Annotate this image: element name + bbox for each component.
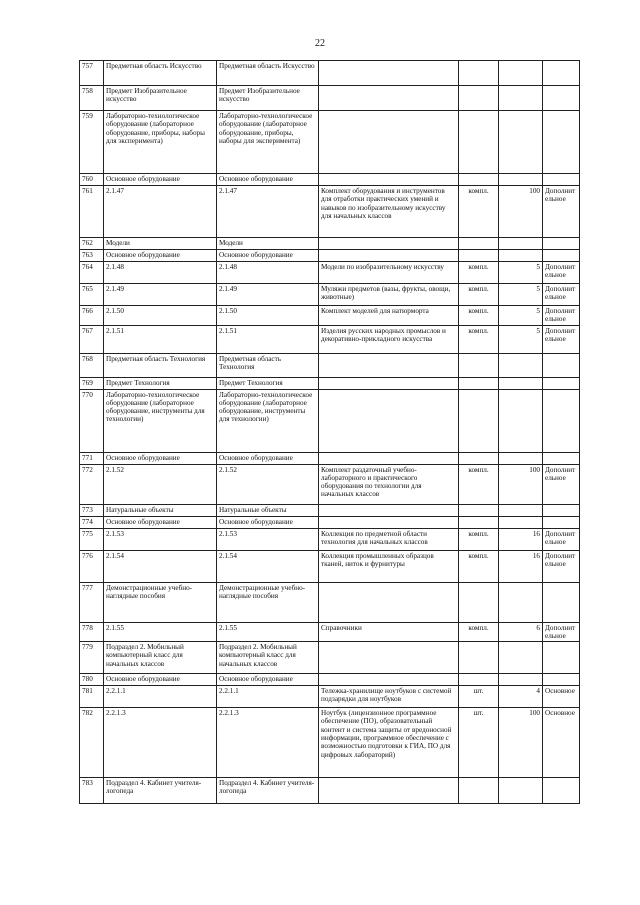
description-cell: Ноутбук (лицензионное программное обеспечение (ПО), образовательный контент и система защиты от вредоносной информации, программное обеспечение с возможностью подготовки к ГИА, ПО для цифровых лабораторий) xyxy=(319,708,459,778)
unit-cell: компл. xyxy=(459,262,499,284)
quantity-cell xyxy=(499,674,543,686)
section-code-cell: Основное оборудование xyxy=(104,516,217,528)
section-code-cell: Предметная область Искусство xyxy=(104,61,217,86)
quantity-cell xyxy=(499,642,543,674)
unit-cell xyxy=(459,111,499,174)
unit-cell xyxy=(459,61,499,86)
equipment-type-cell: Дополнительное xyxy=(543,306,580,326)
description-cell: Модели по изобразительному искусству xyxy=(319,262,459,284)
table-row xyxy=(80,250,580,262)
row-number-cell: 768 xyxy=(80,353,104,377)
unit-cell: компл. xyxy=(459,528,499,550)
section-code-cell: 2.2.1.1 xyxy=(104,686,217,708)
section-code-cell-2: Лабораторно-технологическое оборудование (лабораторное оборудование, инструменты для технологии) xyxy=(217,389,319,452)
section-code-cell-2: 2.1.50 xyxy=(217,306,319,326)
section-code-cell-2: 2.1.47 xyxy=(217,186,319,238)
section-code-cell-2: Демонстрационные учебно-наглядные пособия xyxy=(217,582,319,622)
section-code-cell: Основное оборудование xyxy=(104,174,217,186)
description-cell xyxy=(319,674,459,686)
section-code-cell-2: Предметная область Искусство xyxy=(217,61,319,86)
quantity-cell xyxy=(499,504,543,516)
description-cell: Изделия русских народных промыслов и декоративно-прикладного искусства xyxy=(319,325,459,353)
quantity-cell xyxy=(499,174,543,186)
table-row xyxy=(80,686,580,708)
quantity-cell xyxy=(499,111,543,174)
unit-cell: компл. xyxy=(459,186,499,238)
row-number-cell: 761 xyxy=(80,186,104,238)
table-row xyxy=(80,377,580,389)
table-row xyxy=(80,284,580,306)
quantity-cell: 4 xyxy=(499,686,543,708)
section-code-cell: Лабораторно-технологическое оборудование (лабораторное оборудование, приборы, наборы для эксперимента) xyxy=(104,111,217,174)
quantity-cell xyxy=(499,389,543,452)
section-code-cell-2: Натуральные объекты xyxy=(217,504,319,516)
section-code-cell-2: 2.1.53 xyxy=(217,528,319,550)
table-row xyxy=(80,306,580,326)
row-number-cell: 772 xyxy=(80,464,104,504)
section-code-cell: 2.1.55 xyxy=(104,622,217,642)
section-code-cell: Предметная область Технология xyxy=(104,353,217,377)
unit-cell xyxy=(459,353,499,377)
table-row xyxy=(80,262,580,284)
row-number-cell: 773 xyxy=(80,504,104,516)
unit-cell: компл. xyxy=(459,284,499,306)
row-number-cell: 765 xyxy=(80,284,104,306)
equipment-type-cell: Основное xyxy=(543,686,580,708)
equipment-type-cell: Дополнительное xyxy=(543,262,580,284)
quantity-cell: 5 xyxy=(499,262,543,284)
table-row xyxy=(80,778,580,804)
equipment-type-cell: Дополнительное xyxy=(543,622,580,642)
section-code-cell: Основное оборудование xyxy=(104,674,217,686)
section-code-cell: 2.1.48 xyxy=(104,262,217,284)
equipment-type-cell xyxy=(543,504,580,516)
quantity-cell: 16 xyxy=(499,528,543,550)
page-number: 22 xyxy=(315,38,325,49)
section-code-cell-2: 2.1.49 xyxy=(217,284,319,306)
unit-cell xyxy=(459,778,499,804)
description-cell xyxy=(319,642,459,674)
section-code-cell: 2.2.1.3 xyxy=(104,708,217,778)
description-cell xyxy=(319,377,459,389)
equipment-type-cell xyxy=(543,377,580,389)
description-cell: Комплект оборудования и инструментов для отработки практических умений и навыков по изобразительному искусству для начальных классов xyxy=(319,186,459,238)
unit-cell xyxy=(459,389,499,452)
unit-cell xyxy=(459,582,499,622)
equipment-type-cell xyxy=(543,642,580,674)
unit-cell xyxy=(459,516,499,528)
equipment-type-cell xyxy=(543,582,580,622)
description-cell xyxy=(319,504,459,516)
section-code-cell: Модели xyxy=(104,238,217,250)
table-row xyxy=(80,353,580,377)
section-code-cell-2: 2.1.51 xyxy=(217,325,319,353)
unit-cell: шт. xyxy=(459,686,499,708)
row-number-cell: 762 xyxy=(80,238,104,250)
section-code-cell: Основное оборудование xyxy=(104,250,217,262)
equipment-type-cell xyxy=(543,516,580,528)
quantity-cell xyxy=(499,250,543,262)
row-number-cell: 763 xyxy=(80,250,104,262)
table-row xyxy=(80,708,580,778)
section-code-cell-2: Предметная область Технология xyxy=(217,353,319,377)
quantity-cell: 16 xyxy=(499,550,543,582)
quantity-cell xyxy=(499,582,543,622)
equipment-type-cell xyxy=(543,452,580,464)
table-row xyxy=(80,504,580,516)
row-number-cell: 783 xyxy=(80,778,104,804)
row-number-cell: 764 xyxy=(80,262,104,284)
section-code-cell: Подраздел 4. Кабинет учителя-логопеда xyxy=(104,778,217,804)
section-code-cell-2: Основное оборудование xyxy=(217,250,319,262)
quantity-cell xyxy=(499,353,543,377)
description-cell xyxy=(319,452,459,464)
row-number-cell: 766 xyxy=(80,306,104,326)
row-number-cell: 778 xyxy=(80,622,104,642)
section-code-cell: Натуральные объекты xyxy=(104,504,217,516)
section-code-cell-2: Подраздел 4. Кабинет учителя-логопеда xyxy=(217,778,319,804)
unit-cell: компл. xyxy=(459,622,499,642)
section-code-cell: Демонстрационные учебно-наглядные пособия xyxy=(104,582,217,622)
table-row xyxy=(80,174,580,186)
quantity-cell: 6 xyxy=(499,622,543,642)
section-code-cell-2: Предмет Изобразительное искусство xyxy=(217,86,319,111)
equipment-type-cell xyxy=(543,86,580,111)
quantity-cell xyxy=(499,86,543,111)
row-number-cell: 779 xyxy=(80,642,104,674)
row-number-cell: 777 xyxy=(80,582,104,622)
table-row xyxy=(80,622,580,642)
description-cell xyxy=(319,174,459,186)
equipment-type-cell: Дополнительное xyxy=(543,325,580,353)
table-row xyxy=(80,582,580,622)
description-cell: Коллекция промышленных образцов тканей, ниток и фурнитуры xyxy=(319,550,459,582)
row-number-cell: 782 xyxy=(80,708,104,778)
quantity-cell: 100 xyxy=(499,708,543,778)
quantity-cell xyxy=(499,778,543,804)
equipment-type-cell: Дополнительное xyxy=(543,550,580,582)
description-cell xyxy=(319,238,459,250)
section-code-cell-2: Основное оборудование xyxy=(217,452,319,464)
table-row xyxy=(80,238,580,250)
unit-cell xyxy=(459,504,499,516)
description-cell xyxy=(319,353,459,377)
description-cell: Тележка-хранилище ноутбуков с системой подзарядки для ноутбуков xyxy=(319,686,459,708)
equipment-type-cell xyxy=(543,674,580,686)
equipment-type-cell xyxy=(543,778,580,804)
description-cell: Справочники xyxy=(319,622,459,642)
row-number-cell: 775 xyxy=(80,528,104,550)
description-cell xyxy=(319,250,459,262)
row-number-cell: 780 xyxy=(80,674,104,686)
section-code-cell-2: 2.2.1.1 xyxy=(217,686,319,708)
section-code-cell: 2.1.51 xyxy=(104,325,217,353)
section-code-cell-2: Лабораторно-технологическое оборудование (лабораторное оборудование, приборы, наборы для эксперимента) xyxy=(217,111,319,174)
description-cell xyxy=(319,778,459,804)
table-row xyxy=(80,111,580,174)
description-cell xyxy=(319,86,459,111)
row-number-cell: 759 xyxy=(80,111,104,174)
section-code-cell-2: Предмет Технология xyxy=(217,377,319,389)
quantity-cell xyxy=(499,238,543,250)
description-cell: Комплект раздаточный учебно-лабораторного и практического оборудования по технологии для начальных классов xyxy=(319,464,459,504)
section-code-cell: 2.1.52 xyxy=(104,464,217,504)
unit-cell: компл. xyxy=(459,325,499,353)
table-row xyxy=(80,325,580,353)
description-cell xyxy=(319,389,459,452)
section-code-cell: Основное оборудование xyxy=(104,452,217,464)
unit-cell xyxy=(459,250,499,262)
description-cell: Комплект моделей для натюрморта xyxy=(319,306,459,326)
section-code-cell-2: 2.1.48 xyxy=(217,262,319,284)
row-number-cell: 769 xyxy=(80,377,104,389)
row-number-cell: 774 xyxy=(80,516,104,528)
unit-cell: компл. xyxy=(459,464,499,504)
unit-cell xyxy=(459,86,499,111)
table-row xyxy=(80,550,580,582)
description-cell xyxy=(319,111,459,174)
section-code-cell: 2.1.47 xyxy=(104,186,217,238)
table-row xyxy=(80,642,580,674)
description-cell xyxy=(319,516,459,528)
equipment-type-cell xyxy=(543,238,580,250)
section-code-cell-2: Основное оборудование xyxy=(217,516,319,528)
section-code-cell-2: Модели xyxy=(217,238,319,250)
unit-cell: компл. xyxy=(459,550,499,582)
row-number-cell: 771 xyxy=(80,452,104,464)
description-cell: Муляжи предметов (вазы, фрукты, овощи, животные) xyxy=(319,284,459,306)
section-code-cell-2: 2.1.52 xyxy=(217,464,319,504)
equipment-type-cell xyxy=(543,111,580,174)
unit-cell xyxy=(459,377,499,389)
description-cell xyxy=(319,61,459,86)
quantity-cell xyxy=(499,452,543,464)
quantity-cell xyxy=(499,377,543,389)
equipment-type-cell: Дополнительное xyxy=(543,528,580,550)
table-row xyxy=(80,528,580,550)
quantity-cell xyxy=(499,516,543,528)
table-row xyxy=(80,464,580,504)
section-code-cell-2: 2.1.55 xyxy=(217,622,319,642)
row-number-cell: 757 xyxy=(80,61,104,86)
quantity-cell: 5 xyxy=(499,325,543,353)
unit-cell xyxy=(459,174,499,186)
row-number-cell: 770 xyxy=(80,389,104,452)
section-code-cell: 2.1.53 xyxy=(104,528,217,550)
equipment-type-cell xyxy=(543,250,580,262)
section-code-cell: Предмет Технология xyxy=(104,377,217,389)
row-number-cell: 776 xyxy=(80,550,104,582)
equipment-type-cell xyxy=(543,174,580,186)
section-code-cell: 2.1.50 xyxy=(104,306,217,326)
unit-cell xyxy=(459,642,499,674)
section-code-cell: 2.1.54 xyxy=(104,550,217,582)
section-code-cell-2: 2.1.54 xyxy=(217,550,319,582)
equipment-table xyxy=(79,60,580,804)
description-cell: Коллекция по предметной области технология для начальных классов xyxy=(319,528,459,550)
table-row xyxy=(80,186,580,238)
row-number-cell: 767 xyxy=(80,325,104,353)
quantity-cell: 5 xyxy=(499,284,543,306)
unit-cell xyxy=(459,674,499,686)
table-row xyxy=(80,389,580,452)
unit-cell: компл. xyxy=(459,306,499,326)
unit-cell: шт. xyxy=(459,708,499,778)
section-code-cell-2: Основное оборудование xyxy=(217,174,319,186)
section-code-cell: Предмет Изобразительное искусство xyxy=(104,86,217,111)
table-row xyxy=(80,674,580,686)
equipment-type-cell xyxy=(543,353,580,377)
section-code-cell-2: 2.2.1.3 xyxy=(217,708,319,778)
unit-cell xyxy=(459,452,499,464)
row-number-cell: 760 xyxy=(80,174,104,186)
section-code-cell: Лабораторно-технологическое оборудование (лабораторное оборудование, инструменты для технологии) xyxy=(104,389,217,452)
section-code-cell: Подраздел 2. Мобильный компьютерный класс для начальных классов xyxy=(104,642,217,674)
row-number-cell: 758 xyxy=(80,86,104,111)
equipment-type-cell: Дополнительное xyxy=(543,464,580,504)
section-code-cell: 2.1.49 xyxy=(104,284,217,306)
quantity-cell: 100 xyxy=(499,464,543,504)
table-row xyxy=(80,516,580,528)
section-code-cell-2: Основное оборудование xyxy=(217,674,319,686)
table-row xyxy=(80,61,580,86)
table-body xyxy=(80,61,580,804)
section-code-cell-2: Подраздел 2. Мобильный компьютерный класс для начальных классов xyxy=(217,642,319,674)
table-row xyxy=(80,452,580,464)
table-row xyxy=(80,86,580,111)
row-number-cell: 781 xyxy=(80,686,104,708)
description-cell xyxy=(319,582,459,622)
equipment-type-cell: Дополнительное xyxy=(543,186,580,238)
equipment-type-cell: Дополнительное xyxy=(543,284,580,306)
quantity-cell: 5 xyxy=(499,306,543,326)
equipment-type-cell: Основное xyxy=(543,708,580,778)
equipment-type-cell xyxy=(543,61,580,86)
quantity-cell: 100 xyxy=(499,186,543,238)
quantity-cell xyxy=(499,61,543,86)
equipment-type-cell xyxy=(543,389,580,452)
unit-cell xyxy=(459,238,499,250)
